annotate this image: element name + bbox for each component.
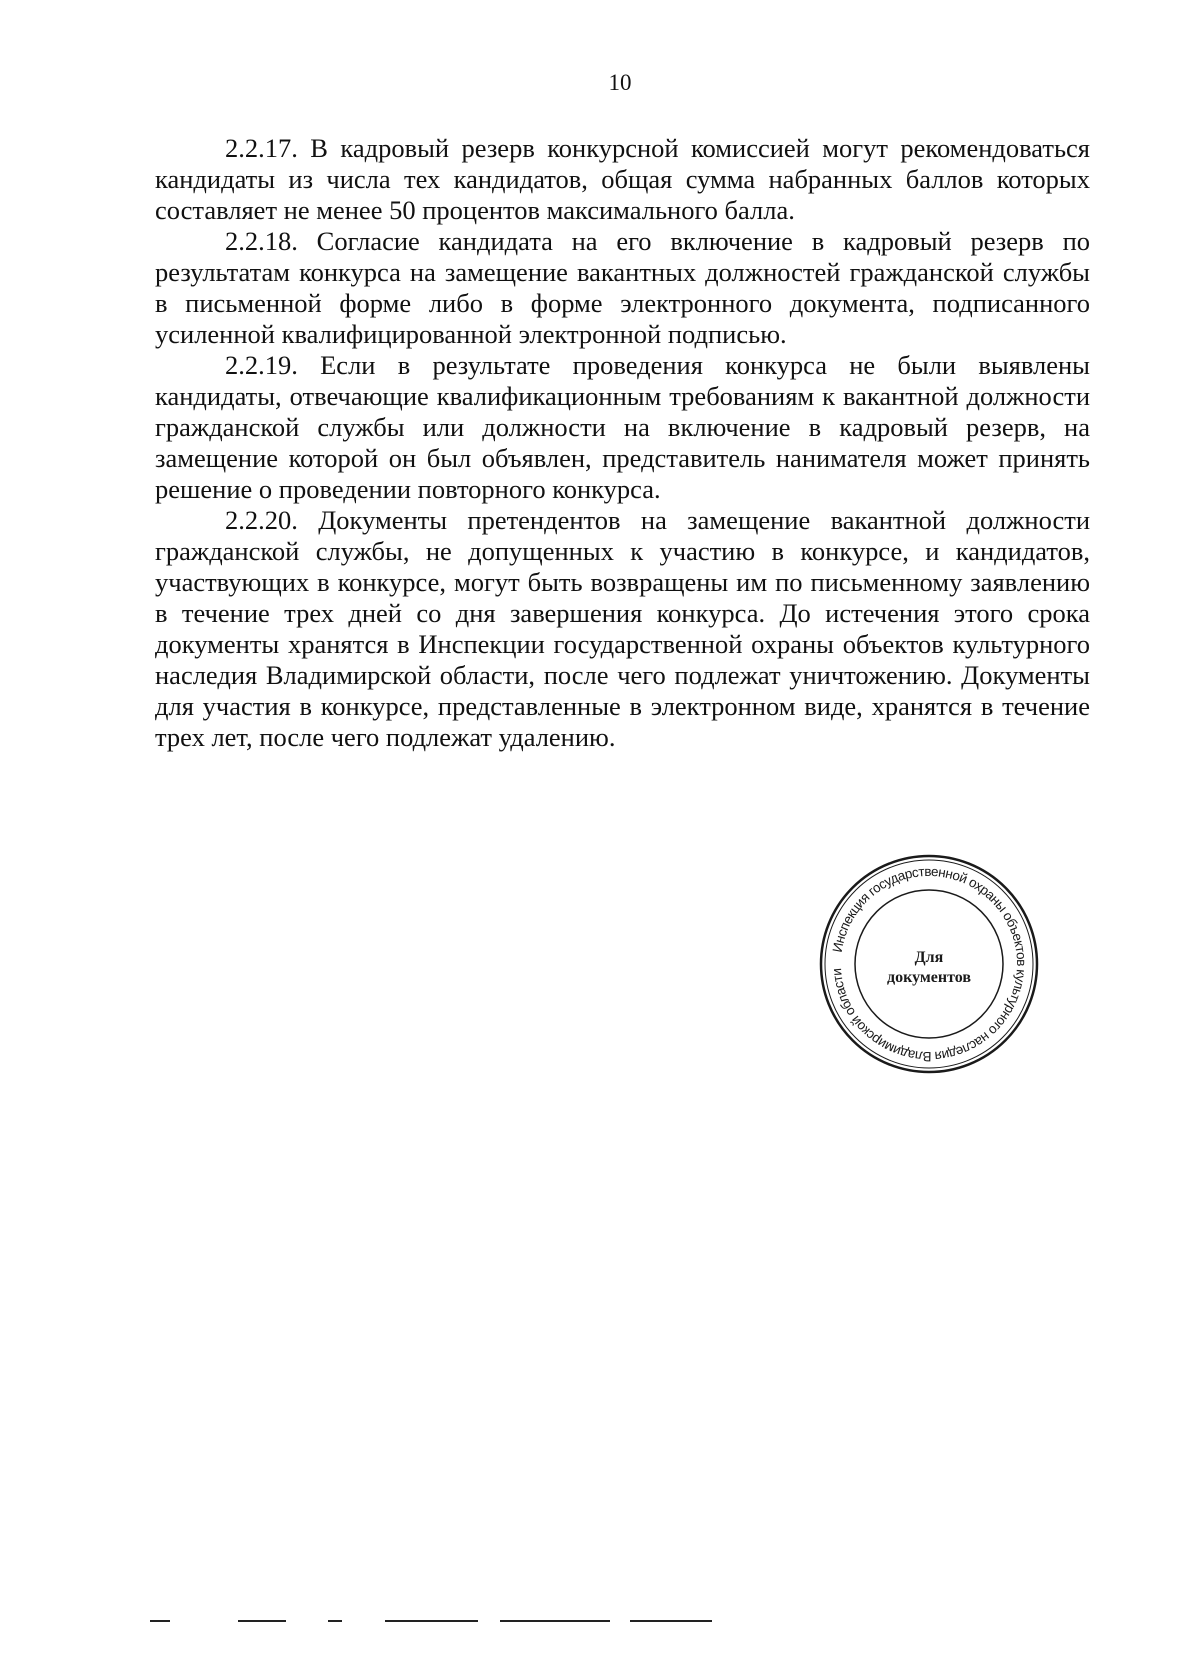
paragraph-2-2-17: 2.2.17. В кадровый резерв конкурсной комиссией могут рекомендоваться кандидаты из числа тех кандидатов, общая сумма набранных баллов которых составляет не менее 50 процентов максимального балла. [155, 133, 1090, 225]
scan-mark [238, 1620, 286, 1622]
stamp-center-line1: Для [914, 949, 944, 966]
paragraph-2-2-18: 2.2.18. Согласие кандидата на его включение в кадровый резерв по результатам конкурса на замещение вакантных должностей гражданской службы в письменной форме либо в форме электронного документа, подписанного усиленной квалифицированной электронной подписью. [155, 226, 1090, 349]
bottom-scan-marks [0, 1620, 1200, 1640]
scan-mark [328, 1620, 342, 1622]
paragraph-2-2-20: 2.2.20. Документы претендентов на замещение вакантной должности гражданской службы, не допущенных к участию в конкурсе, и кандидатов, участвующих в конкурсе, могут быть возвращены им по письменному заявлению в течение трех дней со дня завершения конкурса. До истечения этого срока документы хранятся в Инспекции государственной охраны объектов культурного наследия Владимирской области, после чего подлежат уничтожению. Документы для участия в конкурсе, представленные в электронном виде, хранятся в течение трех лет, после чего подлежат удалению. [155, 505, 1090, 752]
stamp-ring-text: Инспекция государственной охраны объектов культурного наследия Владимирской области [829, 863, 1030, 1065]
page-number: 10 [608, 70, 632, 95]
scan-mark [150, 1620, 170, 1622]
paragraph-2-2-19: 2.2.19. Если в результате проведения конкурса не были выявлены кандидаты, отвечающие квалификационным требованиям к вакантной должности гражданской службы или должности на включение в кадровый резерв, на замещение которой он был объявлен, представитель нанимателя может принять решение о проведении повторного конкурса. [155, 350, 1090, 504]
scan-mark [500, 1620, 610, 1622]
scan-mark [385, 1620, 478, 1622]
official-stamp [818, 853, 1040, 1075]
document-body [155, 133, 1090, 753]
stamp-center-line2: документов [887, 969, 971, 986]
scan-mark [630, 1620, 712, 1622]
